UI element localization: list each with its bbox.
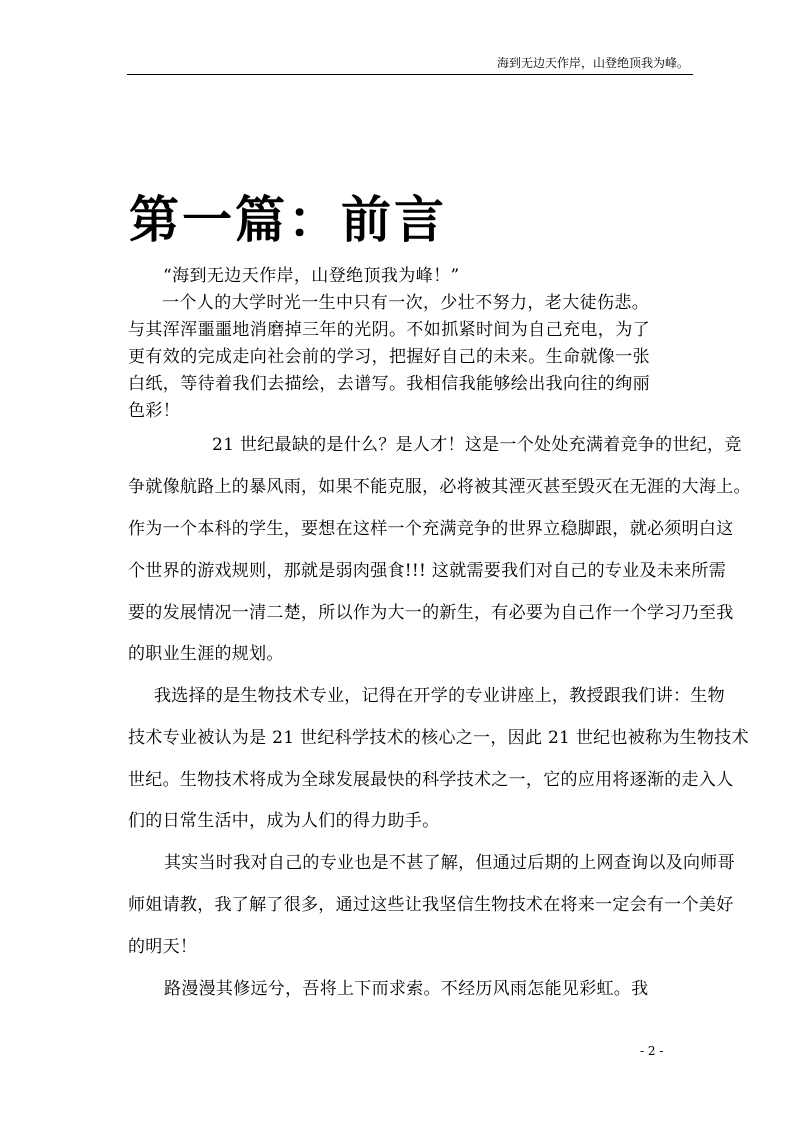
understanding-line: 的明天！: [128, 937, 198, 957]
chapter-title: 第一篇：前言: [129, 190, 447, 249]
major-line: 我选择的是生物技术专业，记得在开学的专业讲座上，教授跟我们讲：生物: [154, 686, 725, 706]
competition-line: 作为一个本科的学生，要想在这样一个充满竞争的世界立稳脚跟，就必须明白这: [128, 519, 734, 539]
competition-line: 个世界的游戏规则，那就是弱肉强食!!! 这就需要我们对自己的专业及未来所需: [128, 561, 726, 581]
header-divider: [127, 74, 693, 75]
closing-line: 路漫漫其修远兮，吾将上下而求索。不经历风雨怎能见彩虹。我: [164, 979, 649, 999]
major-line: 世纪。生物技术将成为全球发展最快的科学技术之一，它的应用将逐渐的走入人: [128, 770, 734, 790]
intro-line: 白纸，等待着我们去描绘，去谱写。我相信我能够绘出我向往的绚丽: [128, 374, 650, 394]
intro-line: 色彩！: [128, 401, 181, 421]
page-number: - 2 -: [640, 1044, 664, 1058]
understanding-line: 其实当时我对自己的专业也是不甚了解，但通过后期的上网查询以及向师哥: [164, 853, 735, 873]
major-line: 们的日常生活中，成为人们的得力助手。: [128, 811, 440, 831]
intro-line: 与其浑浑噩噩地消磨掉三年的光阴。不如抓紧时间为自己充电，为了: [128, 320, 650, 340]
competition-line: 争就像航路上的暴风雨，如果不能克服，必将被其湮灭甚至毁灭在无涯的大海上。: [128, 477, 751, 497]
major-line: 技术专业被认为是 21 世纪科学技术的核心之一，因此 21 世纪也被称为生物技术: [128, 728, 749, 748]
intro-line: 更有效的完成走向社会前的学习，把握好自己的未来。生命就像一张: [128, 347, 650, 367]
competition-line: 21 世纪最缺的是什么？是人才！这是一个处处充满着竞争的世纪，竞: [212, 435, 742, 455]
understanding-line: 师姐请教，我了解了很多，通过这些让我坚信生物技术在将来一定会有一个美好: [128, 895, 734, 915]
competition-line: 要的发展情况一清二楚，所以作为大一的新生，有必要为自己作一个学习乃至我: [128, 603, 734, 623]
intro-line: 一个人的大学时光一生中只有一次，少壮不努力，老大徒伤悲。: [162, 293, 650, 313]
running-header: 海到无边天作岸，山登绝顶我为峰。: [496, 56, 689, 70]
competition-line: 的职业生涯的规划。: [128, 644, 284, 664]
quote-line: “海到无边天作岸，山登绝顶我为峰！”: [163, 266, 460, 286]
